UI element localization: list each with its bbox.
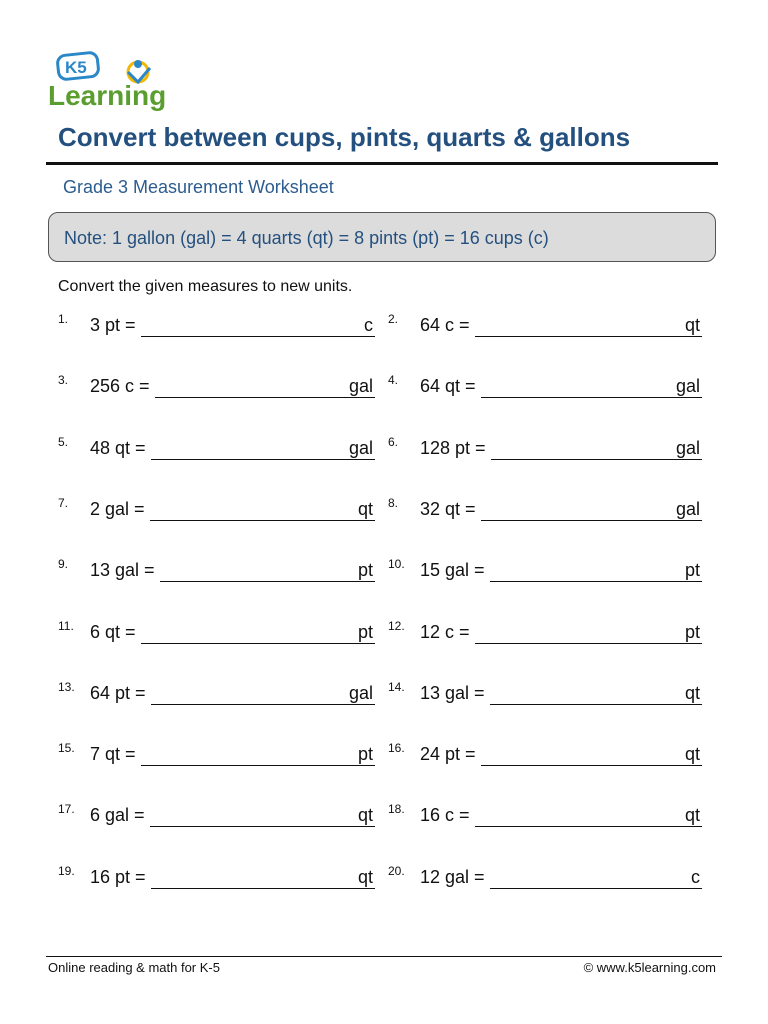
footer-divider (46, 956, 722, 957)
answer-unit: pt (357, 560, 373, 580)
problem-item (388, 741, 702, 767)
problem-expression: 15 gal = (420, 560, 485, 580)
problem-expression: 64 pt = (90, 683, 146, 703)
answer-unit: qt (357, 805, 373, 825)
problem-expression: 7 qt = (90, 744, 136, 764)
problem-expression: 13 gal = (420, 683, 485, 703)
answer-unit: c (364, 315, 373, 335)
answer-line[interactable] (481, 765, 702, 766)
problem-expression: 2 gal = (90, 499, 145, 519)
logo-learning-text: Learning (48, 80, 167, 111)
problem-number: 11. (58, 619, 74, 633)
problem-item (388, 312, 702, 338)
problem-expression: 48 qt = (90, 438, 146, 458)
problem-item (58, 373, 375, 399)
answer-line[interactable] (491, 459, 702, 460)
problem-number: 13. (58, 680, 75, 694)
problem-item (388, 435, 702, 461)
answer-unit: qt (357, 867, 373, 887)
problem-expression: 32 qt = (420, 499, 476, 519)
problem-number: 16. (388, 741, 405, 755)
answer-unit: c (691, 867, 700, 887)
problem-number: 19. (58, 864, 75, 878)
problem-number: 17. (58, 802, 75, 816)
answer-unit: qt (357, 499, 373, 519)
problem-number: 12. (388, 619, 405, 633)
instructions: Convert the given measures to new units. (58, 278, 353, 295)
answer-line[interactable] (150, 520, 375, 521)
answer-unit: gal (675, 438, 700, 458)
problem-number: 4. (388, 373, 399, 387)
problem-expression: 3 pt = (90, 315, 136, 335)
problem-number: 3. (58, 373, 69, 387)
problem-number: 10. (388, 557, 405, 571)
problem-item (58, 496, 375, 522)
answer-line[interactable] (151, 888, 375, 889)
answer-line[interactable] (150, 826, 375, 827)
problem-item (388, 802, 702, 828)
answer-unit: gal (348, 683, 373, 703)
problem-expression: 16 c = (420, 805, 470, 825)
answer-unit: gal (348, 376, 373, 396)
answer-line[interactable] (481, 520, 702, 521)
footer-tagline: Online reading & math for K-5 (48, 960, 220, 975)
problem-number: 15. (58, 741, 75, 755)
answer-line[interactable] (490, 704, 702, 705)
answer-unit: pt (684, 622, 700, 642)
problem-item (388, 619, 702, 645)
answer-unit: gal (675, 376, 700, 396)
answer-line[interactable] (475, 336, 702, 337)
problem-number: 6. (388, 435, 399, 449)
problem-expression: 6 qt = (90, 622, 136, 642)
problem-expression: 13 gal = (90, 560, 155, 580)
answer-line[interactable] (481, 397, 702, 398)
problem-number: 2. (388, 312, 399, 326)
problem-item (388, 557, 702, 583)
problem-expression: 6 gal = (90, 805, 145, 825)
answer-line[interactable] (160, 581, 375, 582)
problem-expression: 128 pt = (420, 438, 486, 458)
problem-number: 14. (388, 680, 405, 694)
problem-item (58, 864, 375, 890)
worksheet-subtitle: Grade 3 Measurement Worksheet (63, 177, 334, 197)
answer-line[interactable] (141, 336, 375, 337)
problem-expression: 64 qt = (420, 376, 476, 396)
answer-unit: qt (684, 683, 700, 703)
answer-unit: qt (684, 315, 700, 335)
problem-item (388, 864, 702, 890)
problem-number: 18. (388, 802, 405, 816)
problem-item (58, 680, 375, 706)
problem-expression: 16 pt = (90, 867, 146, 887)
answer-unit: qt (684, 805, 700, 825)
answer-unit: pt (357, 622, 373, 642)
problem-item (388, 680, 702, 706)
answer-line[interactable] (490, 581, 702, 582)
problem-number: 7. (58, 496, 69, 510)
answer-unit: pt (357, 744, 373, 764)
answer-line[interactable] (141, 643, 375, 644)
problem-item (58, 619, 375, 645)
answer-unit: qt (684, 744, 700, 764)
problem-expression: 24 pt = (420, 744, 476, 764)
conversion-note: Note: 1 gallon (gal) = 4 quarts (qt) = 8 pints (pt) = 16 cups (c) (64, 228, 549, 248)
answer-unit: gal (675, 499, 700, 519)
problem-number: 9. (58, 557, 69, 571)
answer-line[interactable] (151, 704, 375, 705)
problem-item (58, 557, 375, 583)
problem-item (58, 435, 375, 461)
answer-line[interactable] (475, 643, 702, 644)
problem-number: 20. (388, 864, 405, 878)
problem-number: 1. (58, 312, 69, 326)
answer-line[interactable] (490, 888, 702, 889)
answer-line[interactable] (141, 765, 375, 766)
problem-expression: 256 c = (90, 376, 150, 396)
answer-unit: gal (348, 438, 373, 458)
problem-item (388, 373, 702, 399)
answer-line[interactable] (151, 459, 375, 460)
answer-line[interactable] (475, 826, 702, 827)
problem-item (58, 741, 375, 767)
problem-number: 8. (388, 496, 399, 510)
problem-expression: 64 c = (420, 315, 470, 335)
problem-expression: 12 gal = (420, 867, 485, 887)
problem-item (58, 802, 375, 828)
answer-unit: pt (684, 560, 700, 580)
problem-item (388, 496, 702, 522)
problem-item (58, 312, 375, 338)
answer-line[interactable] (155, 397, 375, 398)
footer-website: © www.k5learning.com (583, 960, 716, 975)
page-title: Convert between cups, pints, quarts & gallons (58, 122, 631, 152)
logo-k5-text: K5 (65, 58, 87, 77)
problem-expression: 12 c = (420, 622, 470, 642)
problem-number: 5. (58, 435, 69, 449)
